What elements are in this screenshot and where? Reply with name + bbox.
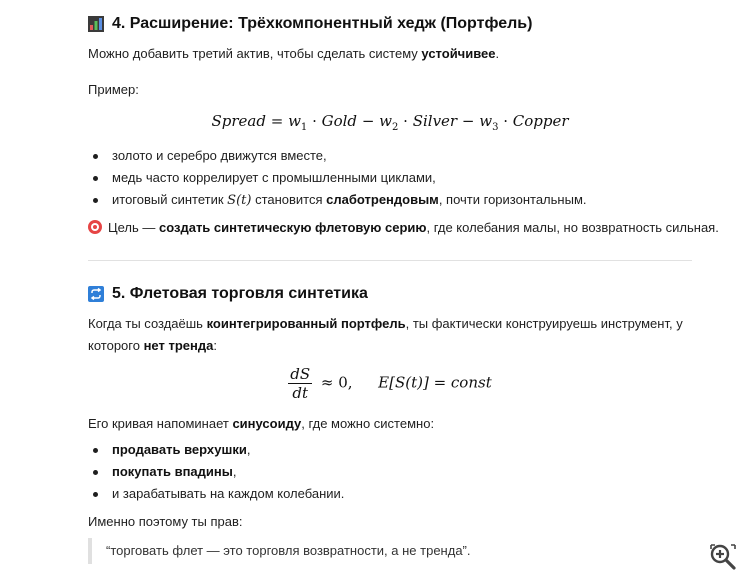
section-5-title: 5. Флетовая торговля синтетика [112,285,368,302]
chart-icon [88,16,104,32]
section-5-para-line-1: Когда ты создаёшь коинтегрированный портфель, ты фактически конструируешь инструмент, у [88,316,683,331]
zoom-in-button[interactable] [709,543,737,571]
section-5-heading [88,285,368,303]
repeat-icon [88,286,104,302]
derivative-formula: $\frac{dS}{dt}$ ≈ 0, E[S(t)] = const [290,365,492,402]
curve-line: Его кривая напоминает синусоиду, где можно системно: [88,416,435,431]
example-label: Пример: [88,82,139,97]
conclusion-line: Именно поэтому ты прав: [88,514,243,529]
section-divider [88,260,692,261]
target-icon [88,220,102,234]
zoom-in-icon [709,543,737,571]
section-4-heading [88,15,532,33]
goal-line: Цель — создать синтетическую флетовую серию, где колебания малы, но возвратность сильная. [88,220,719,235]
spread-formula: Spread = $w_1$ · Gold − $w_2$ · Silver − $w_3$ · Copper [211,112,569,133]
section-5-para-line-2: которого нет тренда: [88,338,217,353]
section-4-title: 4. Расширение: Трёхкомпонентный хедж (Портфель) [112,15,533,32]
blockquote: “торговать флет — это торговля возвратности, а не тренда”. [88,538,471,564]
section-4-intro: Можно добавить третий актив, чтобы сделать систему устойчивее. [88,46,500,61]
